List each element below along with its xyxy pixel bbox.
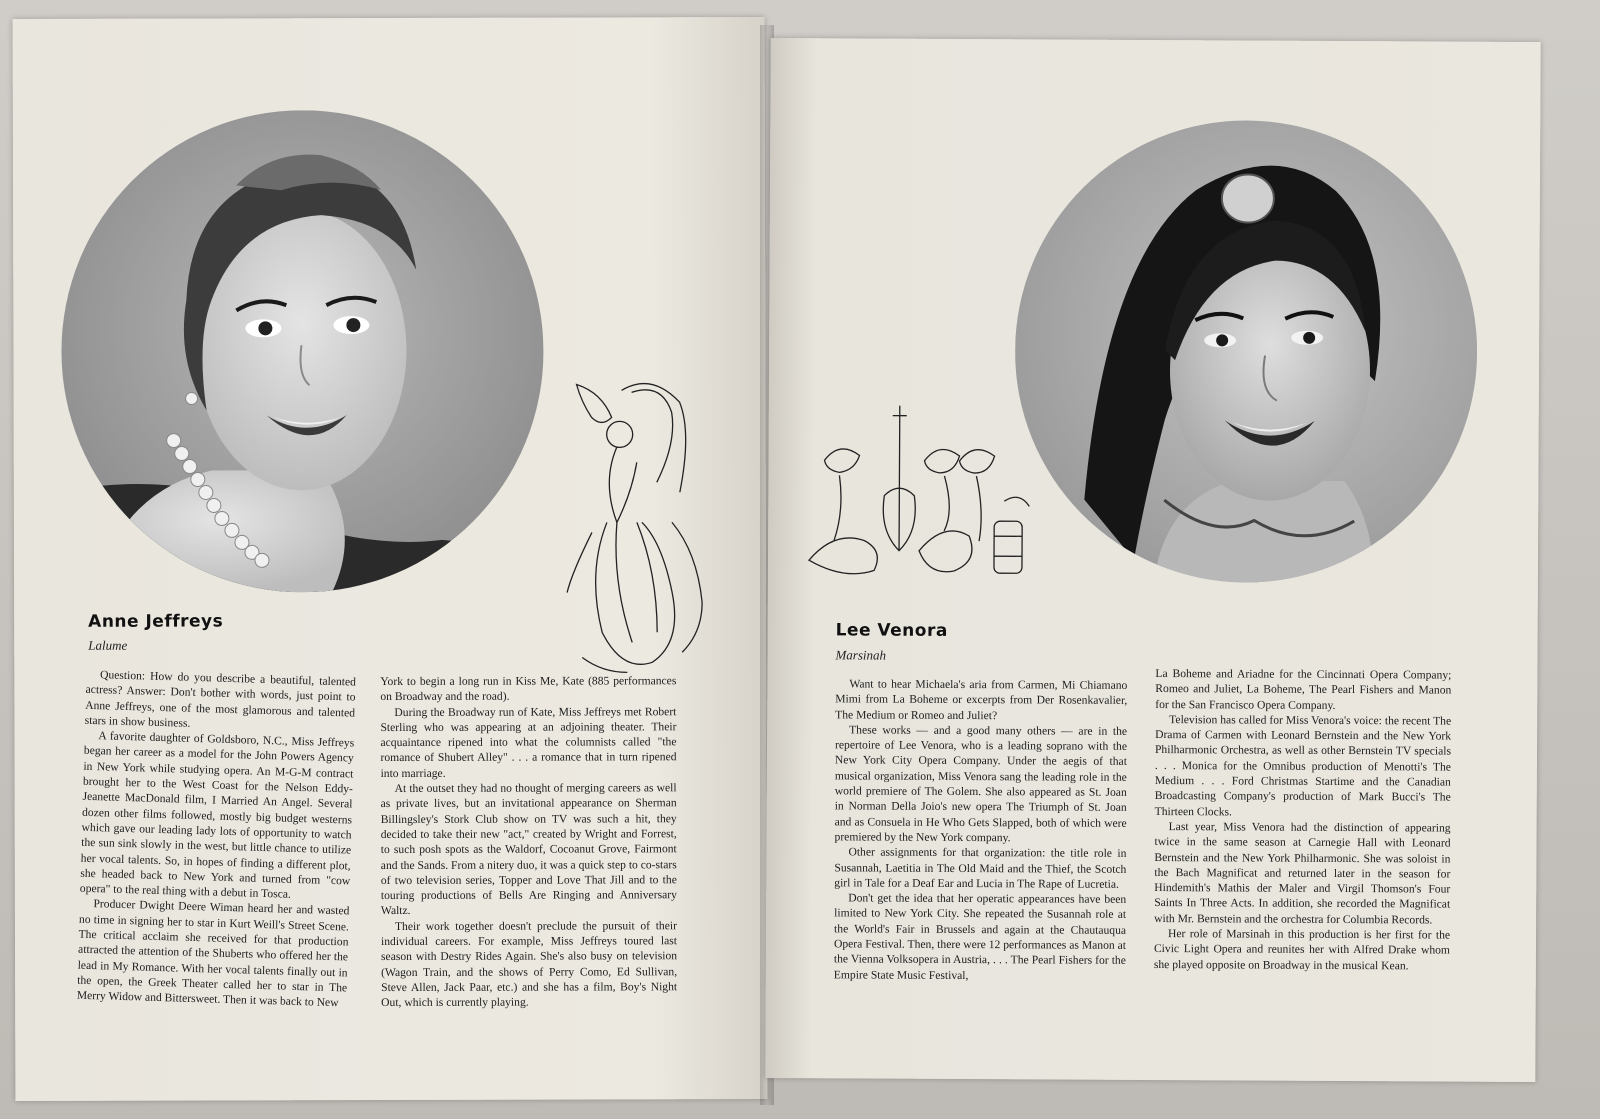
bio-column-1 xyxy=(77,667,357,1011)
paragraph: During the Broadway run of Kate, Miss Jeffreys met Robert Sterling who was appearing at an adjoining theater. Their acquaintance ripened into what the columnists called "the romance of Shubert Alley" . . . a romance that in turn ripened into marriage. xyxy=(380,704,677,780)
paragraph: York to begin a long run in Kiss Me, Kate (885 performances on Broadway and the road). xyxy=(380,674,677,704)
paragraph: Want to hear Michaela's aria from Carmen, Mi Chiamano Mimi from La Boheme or excerpts from Der Rosenkavalier, The Medium or Romeo and Juliet? xyxy=(835,677,1128,722)
paragraph: Question: How do you describe a beautiful, talented actress? Answer: Don't bother with words, just point to Anne Jeffreys, one of the most glamorous and talented stars in show business. xyxy=(84,668,357,730)
paragraph: Her role of Marsinah in this production is her first for the Civic Light Opera and reunites her with Alfred Drake whom she played opposite on Broadway in the musical Kean. xyxy=(1153,927,1451,972)
performer-name: Anne Jeffreys xyxy=(88,611,224,632)
anne-jeffreys-portrait xyxy=(61,110,544,593)
paragraph: A favorite daughter of Goldsboro, N.C., Miss Jeffreys began her career as a model for the John Powers Agency in New York while studying opera. An M-G-M contract brought her to the West Coast for the Nelson Eddy-Jeanette MacDonald film, I Married An Angel. Several dozen other films followed, mostly big budget westerns which gave our leading lady lots of opportunity to watch the sun sink slowly in the west, but little chance to utilize her vocal talents. So, in hopes of finding a different plot, she headed back to New York and turned from "cow opera" to the real thing with a debut in Tosca. xyxy=(79,729,355,901)
paragraph: Television has called for Miss Venora's voice: the recent The Drama of Carmen with Leonard Bernstein and the New York Philharmonic Orchestra, as well as other Bernstein TV specials . . . Monica for the Omnibus production of Menotti's The Medium . . . Ford Christmas Startime and the Canadian Broadcasting Company's production of Mark Bucci's The Thirteen Clocks. xyxy=(1154,712,1452,819)
bio-column-1 xyxy=(834,676,1128,983)
performer-role: Lalume xyxy=(88,637,128,653)
musicians-sketch xyxy=(804,400,1035,583)
paragraph: Their work together doesn't preclude the pursuit of their individual careers. For example, Miss Jeffreys toured last season with Destry Rides Again. She's also busy on television (Wagon Train, and the shows of Perry Como, Ed Sullivan, Steve Allen, Jack Paar, etc.) and she has a film, Boy's Night Out, which is currently playing. xyxy=(380,919,678,1010)
dancer-sketch xyxy=(562,372,713,682)
paragraph: At the outset they had no thought of merging careers as well as private lives, but an invitational appearance on Sherman Billingsley's Stork Club show on TV was such a hit, they decided to take their new "act," created by Wright and Forrest, to such posh spots as the Waldorf, Cocoanut Grove, Fairmont and the Sands. From a nitery duo, it was a quick step to co-stars of two television series, Topper and Love That Jill and to the touring productions of Bells Are Ringing and Anniversary Waltz. xyxy=(380,781,677,918)
lee-venora-portrait xyxy=(1014,119,1478,583)
paragraph: Don't get the idea that her operatic appearances have been limited to New York City. She repeated the Susannah role at the World's Fair in Brussels and again at the Chautauqua Opera Festival. Then, there were 12 performances as Manon at the Vienna Volksopera in Austria, . . . The Pearl Fishers for the Empire State Music Festival, xyxy=(833,891,1127,982)
performer-name: Lee Venora xyxy=(835,620,948,641)
left-page xyxy=(13,17,768,1101)
performer-role: Marsinah xyxy=(835,647,887,663)
paragraph: These works — and a good many others — are in the repertoire of Lee Venora, who is a leading soprano with the New York City Opera Company. Under the aegis of that musical organization, Miss Venora sang the leading role in the world premiere of The Golem. She also appeared as St. Joan in Norman Della Joio's new opera The Triumph of St. Joan and as Consuela in He Who Gets Slapped, both of which were premiered by the New York company. xyxy=(834,723,1128,845)
right-page xyxy=(765,38,1540,1082)
bio-column-2 xyxy=(380,673,677,1010)
paragraph: La Boheme and Ariadne for the Cincinnati Opera Company; Romeo and Juliet, La Boheme, The Pearl Fishers and Manon for the San Francisco Opera Company. xyxy=(1155,667,1452,712)
paragraph: Producer Dwight Deere Wiman heard her and wasted no time in signing her to star in Kurt Weill's Street Scene. The critical acclaim she received for that production attracted the attention of the Shuberts who offered her the lead in My Romance. With her vocal talents finally out in the open, the Greek Theater called her to star in The Merry Widow and Bittersweet. Then it was back to New xyxy=(76,897,350,1010)
paragraph: Last year, Miss Venora had the distinction of appearing twice in the same season at Carnegie Hall with Leonard Bernstein and the New York Philharmonic. She was soloist in the Bach Magnificat and returned later in the season for Hindemith's Mathis der Maler and Virgil Thomson's Four Saints In Three Acts. In addition, she recorded the Magnificat with Mr. Bernstein and the orchestra for Columbia Records. xyxy=(1154,820,1451,927)
bio-column-2 xyxy=(1154,666,1452,973)
paragraph: Other assignments for that organization: the title role in Susannah, Laetitia in The Old Maid and the Thief, the Scotch girl in Tale for a Deaf Ear and Lucia in The Rape of Lucretia. xyxy=(834,845,1127,891)
